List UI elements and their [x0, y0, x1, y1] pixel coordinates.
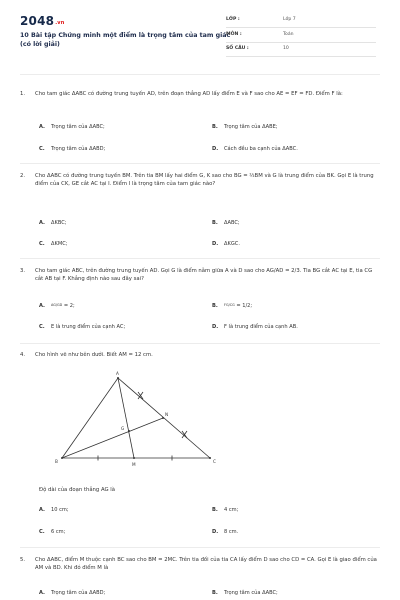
label-B: B: [55, 459, 58, 464]
option-1b[interactable]: B. Trọng tâm của ΔABE;: [212, 124, 278, 130]
option-4b[interactable]: B. 4 cm;: [212, 507, 239, 513]
question-number: 1.: [20, 91, 26, 97]
triangle-figure: [48, 368, 228, 474]
option-2a[interactable]: A. ΔKBC;: [39, 220, 67, 226]
site-logo[interactable]: [20, 14, 65, 28]
meta-value: Lớp 7: [283, 17, 296, 22]
label-A: A: [116, 371, 119, 376]
label-C: C: [213, 459, 216, 464]
option-3c[interactable]: C. E là trung điểm của cạnh AC;: [39, 324, 126, 330]
divider: [20, 163, 380, 164]
question-text: Cho hình vẽ như bên dưới. Biết AM = 12 cm.: [35, 352, 153, 358]
option-1a[interactable]: A. Trọng tâm của ΔABC;: [39, 124, 105, 130]
meta-value: Toán: [283, 32, 294, 37]
option-5b[interactable]: B. Trọng tâm của ΔABC;: [212, 590, 278, 596]
point-B: [61, 457, 63, 459]
logo-suffix: .vn: [55, 20, 65, 26]
label-G: G: [121, 426, 125, 431]
option-2c[interactable]: C. ΔKMC;: [39, 241, 68, 247]
question-text: Cho tam giác ABC, trên đường trung tuyến AD. Gọi G là điểm nằm giữa A và D sao cho AG/AD = 2/3. Tia BG cắt AC tại E, tia CG cắt AB tại F. Khẳng định nào sau đây sai?: [35, 268, 373, 283]
label-N: N: [165, 412, 169, 417]
segment-AB: [62, 378, 118, 458]
meta-row-subject: [226, 29, 376, 43]
question-number: 2.: [20, 173, 26, 179]
meta-row-class: [226, 14, 376, 28]
question-number: 3.: [20, 268, 26, 274]
question-subtext: Độ dài của đoạn thẳng AG là: [39, 487, 116, 493]
option-1c[interactable]: C. Trọng tâm của ΔABD;: [39, 146, 106, 152]
divider: [20, 258, 380, 259]
divider: [20, 74, 380, 75]
question-number: 4.: [20, 352, 26, 358]
option-3b[interactable]: B. FG/CG = 1/2;: [212, 303, 253, 309]
question-3: [20, 267, 380, 287]
median-BN: [62, 418, 163, 458]
point-A: [117, 377, 119, 379]
question-text: Cho tam giác ΔABC có đường trung tuyến AD, trên đoạn thẳng AD lấy điểm E và F sao cho AE = EF = FD. Điểm F là:: [35, 91, 343, 97]
logo-main: 2048: [20, 14, 55, 28]
question-1: [20, 90, 380, 110]
option-3a[interactable]: A. AG/GD = 2;: [39, 303, 75, 309]
divider: [20, 343, 380, 344]
option-2b[interactable]: B. ΔABC;: [212, 220, 240, 226]
label-M: M: [132, 462, 136, 467]
point-N: [162, 417, 164, 419]
meta-key: SỐ CÂU :: [226, 46, 249, 51]
point-C: [209, 457, 211, 459]
fraction: AG/GD: [51, 303, 63, 307]
meta-row-count: [226, 43, 376, 57]
option-4c[interactable]: C. 6 cm;: [39, 529, 66, 535]
fraction: FG/CG: [224, 303, 235, 307]
point-G: [128, 430, 130, 432]
option-2d[interactable]: D. ΔKGC.: [212, 241, 240, 247]
option-5a[interactable]: A. Trọng tâm của ΔABD;: [39, 590, 106, 596]
question-number: 5.: [20, 557, 26, 563]
question-2: [20, 172, 380, 202]
option-4a[interactable]: A. 10 cm;: [39, 507, 69, 513]
question-4: [20, 351, 380, 361]
point-M: [133, 457, 135, 459]
question-text: Cho ΔABC có đường trung tuyến BM. Trên tia BM lấy hai điểm G, K sao cho BG = ⅔BM và G là trung điểm của BK. Gọi E là trung điểm của CK, GE cắt AC tại I. Điểm I là trọng tâm của tam giác nào?: [35, 173, 374, 188]
question-text: Cho ΔABC, điểm M thuộc cạnh BC sao cho BM = 2MC. Trên tia đối của tia CA lấy điểm D sao cho CD = CA. Gọi E là giao điểm của AM và BD. Khi đó điểm M là: [35, 557, 377, 572]
question-5: [20, 556, 380, 576]
document-title: 10 Bài tập Chứng minh một điểm là trọng tâm của tam giác (có lời giải): [20, 32, 231, 48]
meta-value: 10: [283, 46, 289, 51]
option-3d[interactable]: D. F là trung điểm của cạnh AB.: [212, 324, 298, 330]
option-1d[interactable]: D. Cách đều ba cạnh của ΔABC.: [212, 146, 298, 152]
option-4d[interactable]: D. 8 cm.: [212, 529, 239, 535]
meta-key: MÔN :: [226, 32, 242, 37]
divider: [20, 547, 380, 548]
meta-key: LỚP :: [226, 17, 240, 22]
question-4-subtext: [20, 486, 380, 496]
